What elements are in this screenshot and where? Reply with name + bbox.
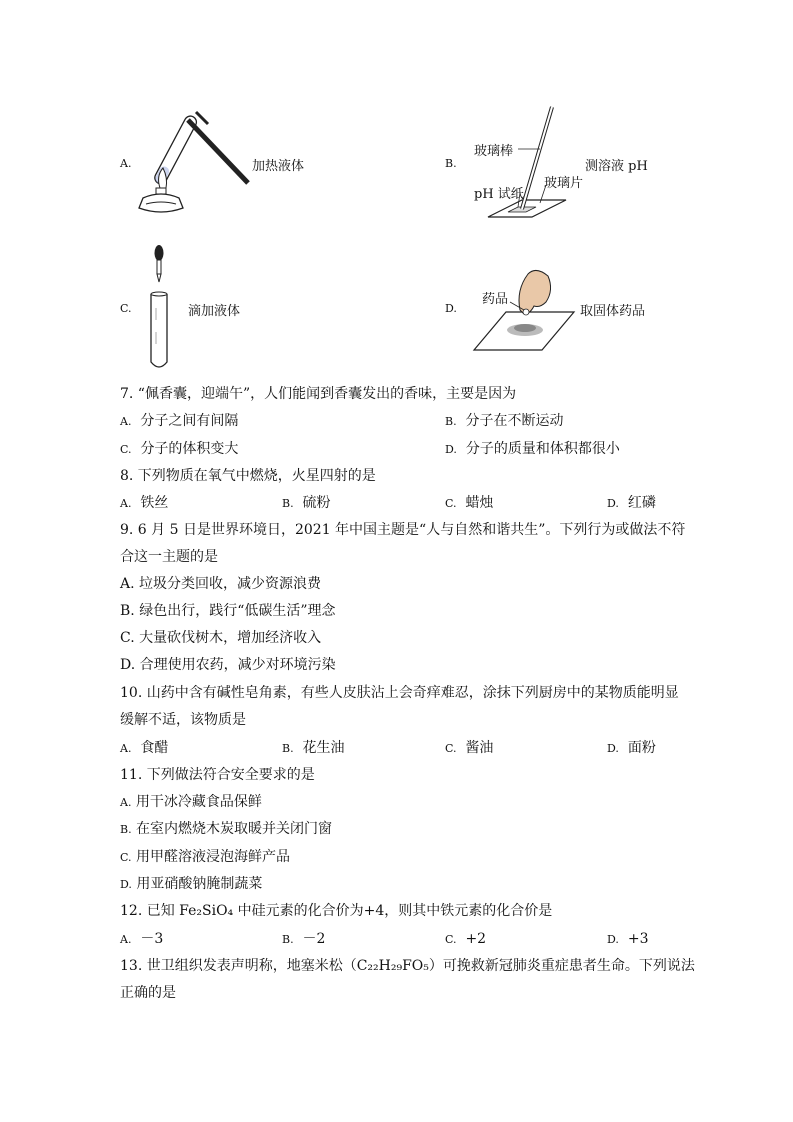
q9-stem-line1: 9. 6 月 5 日是世界环境日，2021 年中国主题是“人与自然和谐共生”。下列行为或做法不符 <box>120 522 686 538</box>
q6-option-a-caption: 加热液体 <box>252 159 305 174</box>
q8-option-c: C. 蜡烛 <box>445 495 494 511</box>
q6-option-c-letter: C. <box>120 302 132 315</box>
q6-option-b-letter: B. <box>445 157 457 170</box>
q11-option-a: A. 用干冰冷藏食品保鲜 <box>120 794 262 810</box>
q6-b-label-plate: 玻璃片 <box>544 176 584 191</box>
q12-option-b: B. －2 <box>282 931 326 947</box>
q6-option-a-letter: A. <box>120 157 132 170</box>
q6-d-label-drug: 药品 <box>482 292 509 307</box>
q11-option-b: B. 在室内燃烧木炭取暖并关闭门窗 <box>120 821 333 837</box>
q7-option-d: D. 分子的质量和体积都很小 <box>445 441 620 457</box>
q8-option-a: A. 铁丝 <box>120 495 169 511</box>
q10-option-d: D. 面粉 <box>607 740 656 756</box>
taking-solid-diagram <box>470 262 580 354</box>
ph-test-diagram <box>470 105 580 225</box>
q13-stem-line1: 13. 世卫组织发表声明称，地塞米松（C₂₂H₂₉FO₅）可挽救新冠肺炎重症患者生命。下列说法 <box>120 958 695 974</box>
q12-option-a: A. －3 <box>120 931 164 947</box>
q9-option-b: B. 绿色出行，践行“低碳生活”理念 <box>120 603 336 619</box>
q7-option-c: C. 分子的体积变大 <box>120 441 239 457</box>
q7-option-a: A. 分子之间有间隔 <box>120 413 239 429</box>
q7-option-b: B. 分子在不断运动 <box>445 413 564 429</box>
dropping-liquid-diagram <box>148 244 178 372</box>
q9-option-a: A. 垃圾分类回收，减少资源浪费 <box>120 576 322 592</box>
q6-b-label-paper: pH 试纸 <box>474 187 524 202</box>
q10-option-a: A. 食醋 <box>120 740 169 756</box>
q12-stem: 12. 已知 Fe₂SiO₄ 中硅元素的化合价为+4，则其中铁元素的化合价是 <box>120 903 553 919</box>
q13-stem-line2: 正确的是 <box>120 985 176 1001</box>
q11-stem: 11. 下列做法符合安全要求的是 <box>120 767 315 783</box>
q6-option-d-caption: 取固体药品 <box>580 304 646 319</box>
q7-stem: 7. “佩香囊，迎端午”，人们能闻到香囊发出的香味，主要是因为 <box>120 386 517 402</box>
q12-option-d: D. +3 <box>607 931 649 947</box>
q9-stem-line2: 合这一主题的是 <box>120 549 218 565</box>
q10-option-c: C. 酱油 <box>445 740 494 756</box>
q10-stem-line1: 10. 山药中含有碱性皂角素，有些人皮肤沾上会奇痒难忍，涂抹下列厨房中的某物质能明显 <box>120 685 679 701</box>
q8-option-b: B. 硫粉 <box>282 495 331 511</box>
q8-option-d: D. 红磷 <box>607 495 656 511</box>
q6-b-label-rod: 玻璃棒 <box>474 144 514 159</box>
q11-option-c: C. 用甲醛溶液浸泡海鲜产品 <box>120 849 290 865</box>
q6-option-b-caption: 测溶液 pH <box>585 159 648 174</box>
q10-option-b: B. 花生油 <box>282 740 345 756</box>
q9-option-d: D. 合理使用农药，减少对环境污染 <box>120 657 336 673</box>
q9-option-c: C. 大量砍伐树木，增加经济收入 <box>120 630 322 646</box>
q10-stem-line2: 缓解不适，该物质是 <box>120 712 246 728</box>
q12-option-c: C. +2 <box>445 931 487 947</box>
heating-liquid-diagram <box>138 108 253 218</box>
q6-option-c-caption: 滴加液体 <box>188 304 241 319</box>
q6-option-d-letter: D. <box>445 302 457 315</box>
q8-stem: 8. 下列物质在氧气中燃烧，火星四射的是 <box>120 468 376 484</box>
q11-option-d: D. 用亚硝酸钠腌制蔬菜 <box>120 876 263 892</box>
